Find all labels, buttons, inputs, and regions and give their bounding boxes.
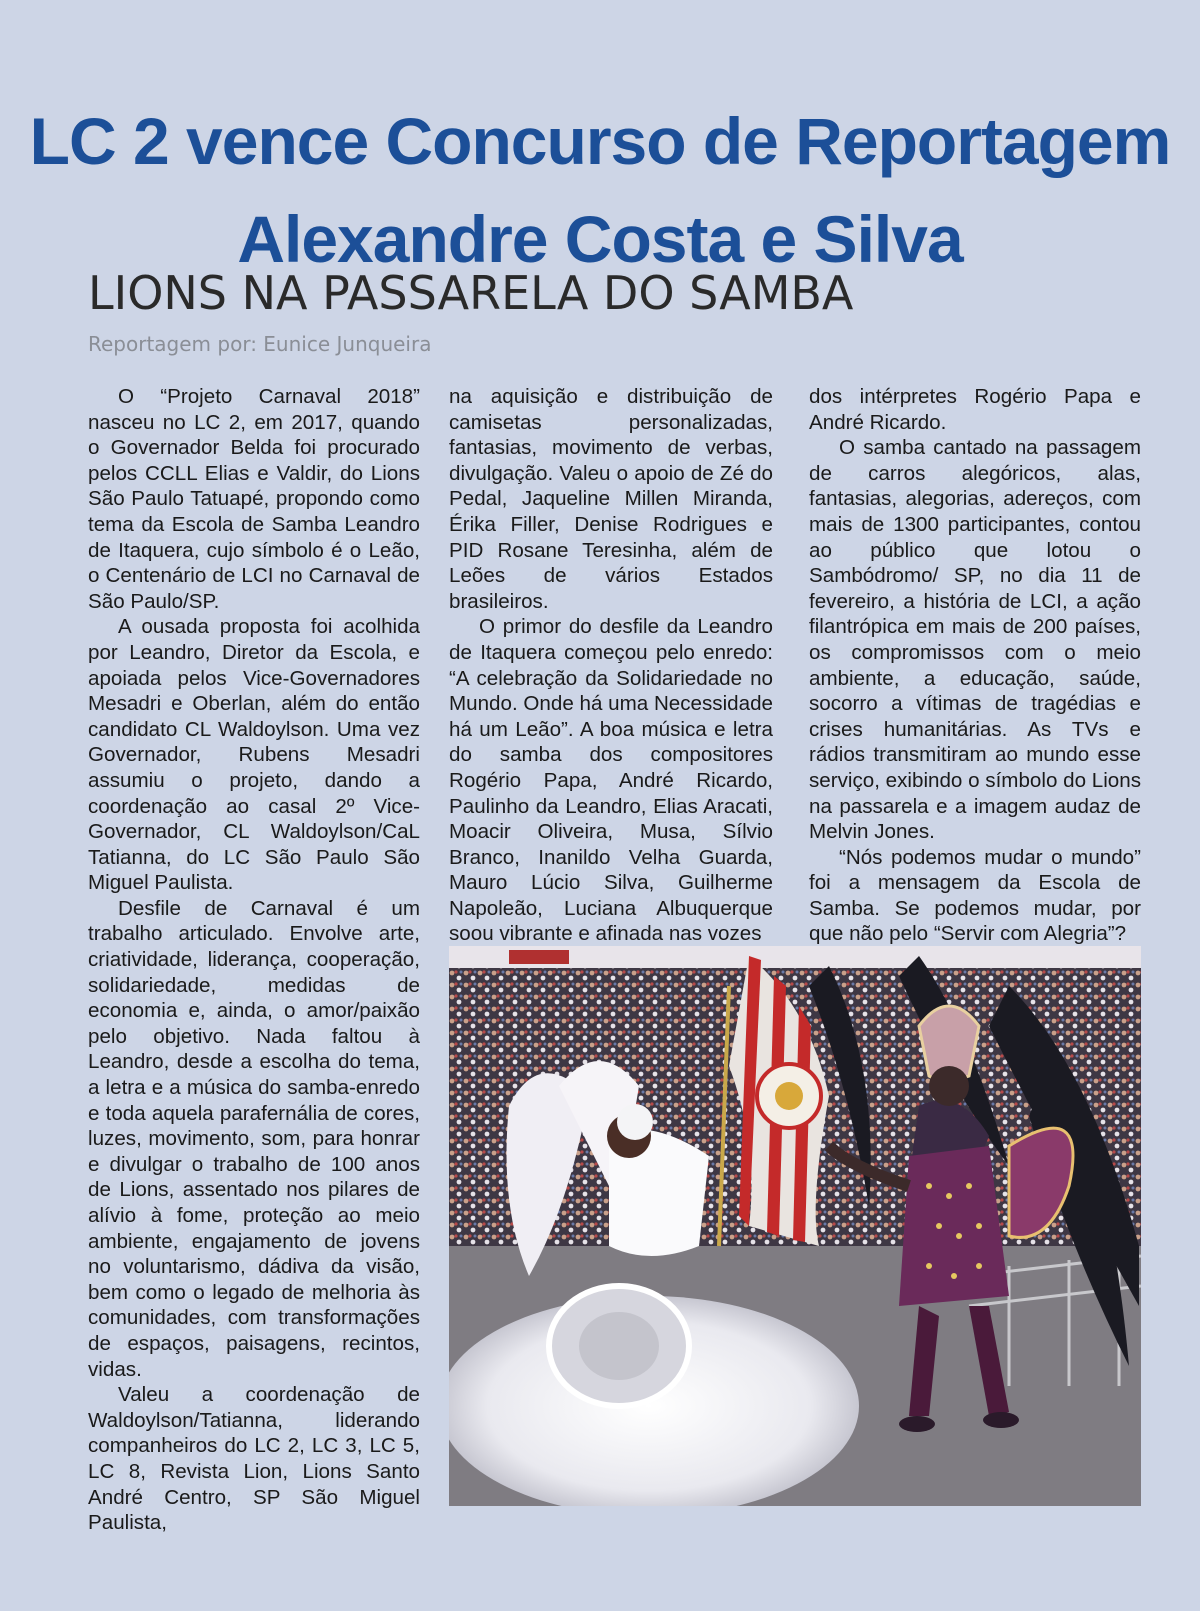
paragraph: “Nós podemos mudar o mundo” foi a mensagem da Escola de Samba. Se podemos mudar, por que não pelo “Servir com Alegria”? — [809, 845, 1141, 946]
paragraph: O primor do desfile da Leandro de Itaquera começou pelo enredo: “A celebração da Solidariedade no Mundo. Onde há uma Necessidade há um Leão”. A boa música e letra do samba dos compositores Rogério Papa, André Ricardo, Paulinho da Leandro, Elias Aracati, Moacir Oliveira, Musa, Sílvio Branco, Inanildo Velha Guarda, Mauro Lúcio Silva, Guilherme Napoleão, Luciana Albuquerque soou vibrante e afinada nas vozes — [449, 615, 773, 946]
headline-line-1: LC 2 vence Concurso de Reportagem — [29, 104, 1171, 179]
headline-line-2: Alexandre Costa e Silva — [237, 202, 963, 277]
paragraph: O samba cantado na passagem de carros alegóricos, alas, fantasias, alegorias, adereços, com mais de 1300 participantes, contou ao público que lotou o Sambódromo/ SP, no dia 11 de fevereiro, a história de LCI, a ação filantrópica em mais de 200 países, os compromissos com o meio ambiente, a educação, saúde, socorro a vítimas de tragédias e crises humanitárias. As TVs e rádios transmitiram ao mundo esse serviço, exibindo o símbolo do Lions na passarela e a imagem audaz de Melvin Jones. — [809, 436, 1141, 844]
section-title: LIONS NA PASSARELA DO SAMBA — [88, 266, 854, 320]
paragraph: na aquisição e distribuição de camisetas personalizadas, fantasias, movimento de verbas, divulgação. Valeu o apoio de Zé do Pedal, Jaqueline Millen Miranda, Érika Filler, Denise Rodrigues e PID Rosane Teresinha, além de Leões de vários Estados brasileiros. — [449, 385, 773, 613]
paragraph: Desfile de Carnaval é um trabalho articulado. Envolve arte, criatividade, liderança, cooperação, solidariedade, medidas de economia e, ainda, o amor/paixão pelo objetivo. Nada faltou à Leandro, desde a escolha do tema, a letra e a música do samba-enredo e toda aquela parafernália de cores, luzes, movimento, som, para honrar e divulgar o trabalho de 100 anos de Lions, assentado nos pilares de alívio à fome, proteção ao meio ambiente, engajamento de jovens no voluntarismo, dádiva da visão, bem como o legado de melhoria às comunidades, com transformações de espaços, paisagens, recintos, vidas. — [88, 896, 420, 1381]
carnival-photo — [449, 946, 1141, 1506]
headline — [0, 92, 1200, 288]
paragraph: dos intérpretes Rogério Papa e André Ricardo. — [809, 385, 1141, 434]
carnival-photo-illustration — [449, 946, 1141, 1506]
paragraph: A ousada proposta foi acolhida por Leandro, Diretor da Escola, e apoiada pelos Vice-Governadores Mesadri e Oberlan, além do então candidato CL Waldoylson. Uma vez Governador, Rubens Mesadri assumiu o projeto, dando a coordenação ao casal 2º Vice-Governador, CL Waldoylson/CaL Tatianna, do LC São Paulo São Miguel Paulista. — [88, 615, 420, 895]
paragraph: Valeu a coordenação de Waldoylson/Tatianna, liderando companheiros do LC 2, LC 3, LC 5, LC 8, Revista Lion, Lions Santo André Centro, SP São Miguel Paulista, — [88, 1383, 420, 1535]
article-column-3 — [809, 384, 1141, 947]
paragraph: O “Projeto Carnaval 2018” nasceu no LC 2, em 2017, quando o Governador Belda foi procurado pelos CCLL Elias e Valdir, do Lions São Paulo Tatuapé, propondo como tema da Escola de Samba Leandro de Itaquera, cujo símbolo é o Leão, o Centenário de LCI no Carnaval de São Paulo/SP. — [88, 385, 420, 613]
article-column-2 — [449, 384, 773, 947]
article-column-1 — [88, 384, 420, 1536]
byline: Reportagem por: Eunice Junqueira — [88, 332, 432, 356]
banner-logo — [509, 950, 569, 964]
